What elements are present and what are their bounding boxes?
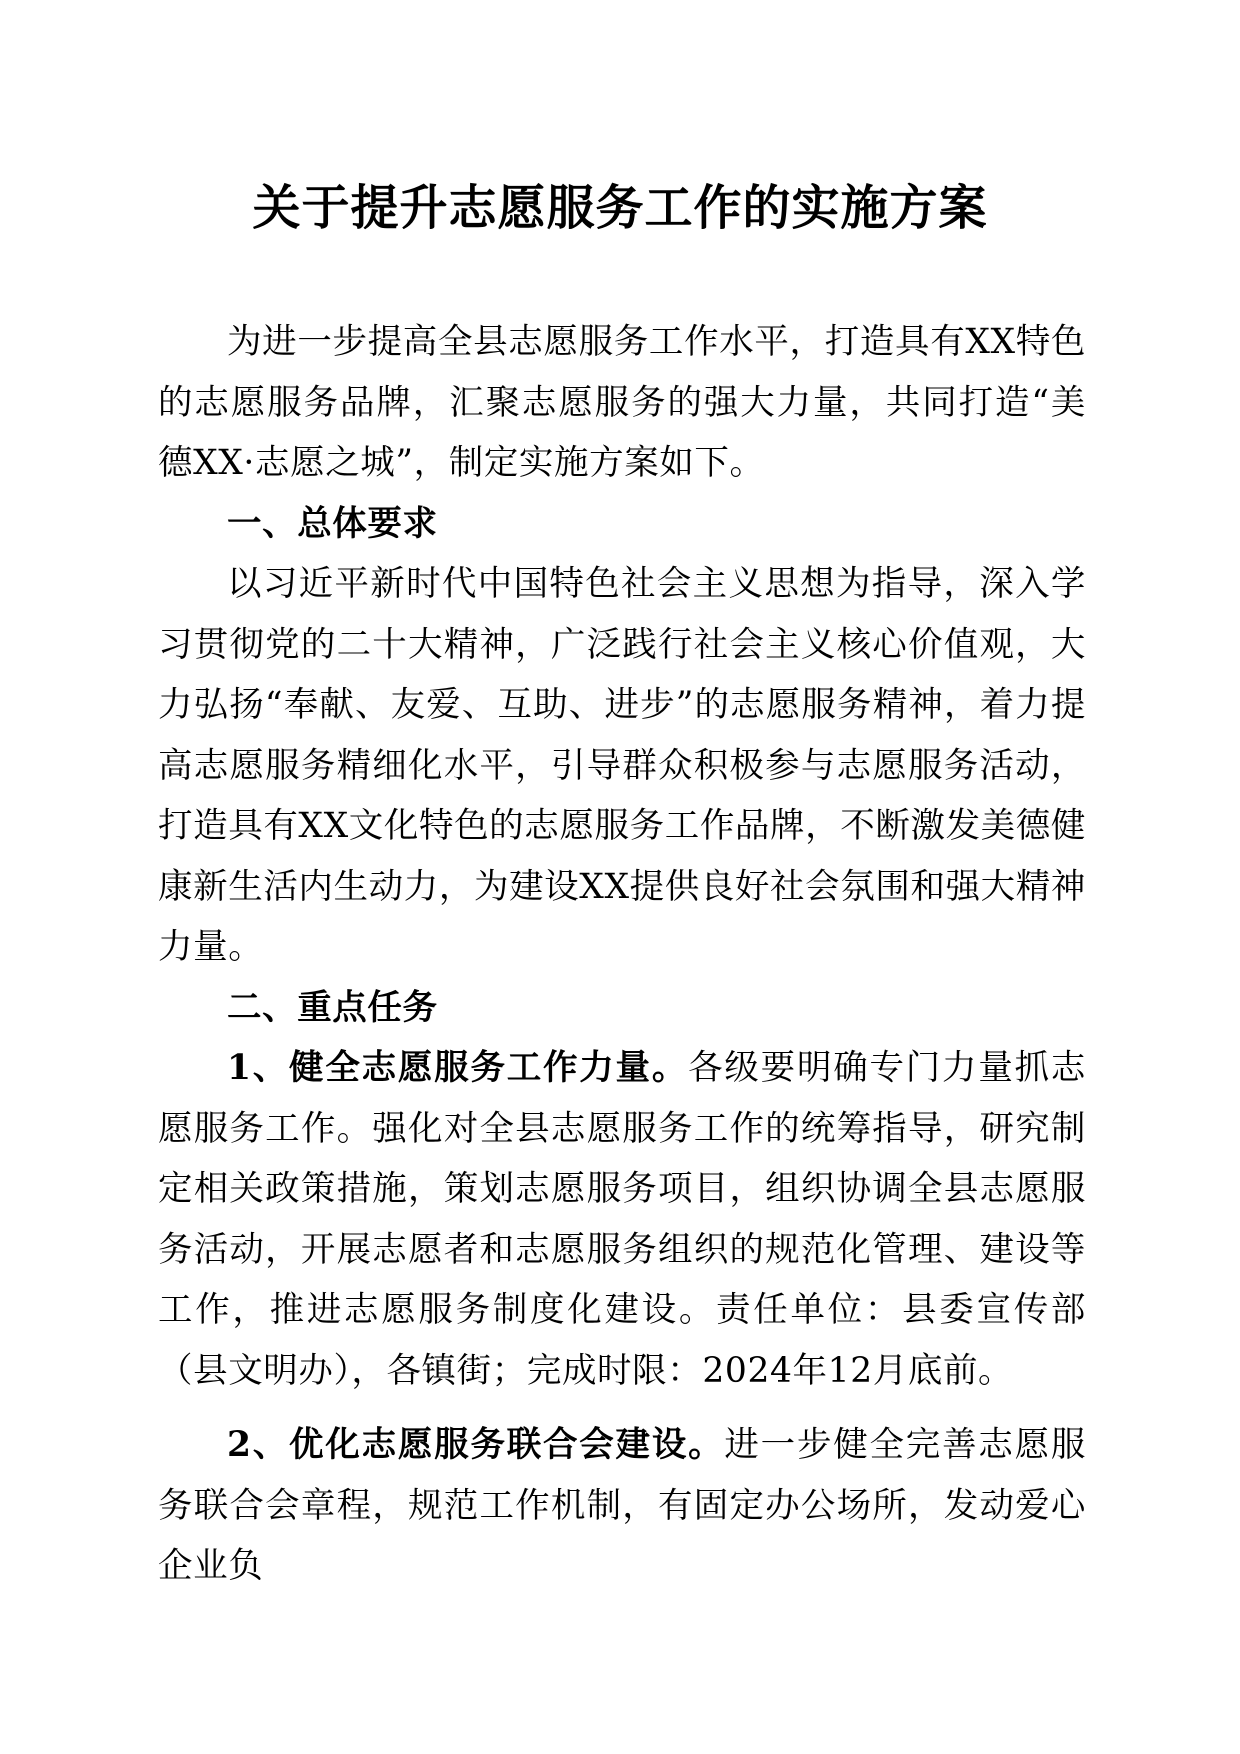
task-item-1-text: 各级要明确专门力量抓志愿服务工作。强化对全县志愿服务工作的统筹指导，研究制定相关政策措施，策划志愿服务项目，组织协调全县志愿服务活动，开展志愿者和志愿服务组织的规范化管理、建设等工作，推进志愿服务制度化建设。责任单位：县委宣传部（县文明办），各镇街；完成时限：2024年12月底前。	[158, 1048, 1086, 1391]
document-title: 关于提升志愿服务工作的实施方案	[252, 180, 988, 236]
section-heading-general-requirements: 一、总体要求	[227, 503, 438, 544]
task-item-1	[158, 1038, 1086, 1401]
section-heading-key-tasks: 二、重点任务	[227, 987, 438, 1028]
document-body	[158, 312, 1086, 1597]
paragraph-spacer	[158, 1401, 1086, 1415]
general-requirements-paragraph: 以习近平新时代中国特色社会主义思想为指导，深入学习贯彻党的二十大精神，广泛践行社会主义核心价值观，大力弘扬“奉献、友爱、互助、进步”的志愿服务精神，着力提高志愿服务精细化水平，引导群众积极参与志愿服务活动，打造具有XX文化特色的志愿服务工作品牌，不断激发美德健康新生活内生动力，为建设XX提供良好社会氛围和强大精神力量。	[158, 564, 1086, 967]
intro-paragraph: 为进一步提高全县志愿服务工作水平，打造具有XX特色的志愿服务品牌，汇聚志愿服务的强大力量，共同打造“美德XX·志愿之城”，制定实施方案如下。	[158, 322, 1086, 483]
task-item-1-lead: 1、健全志愿服务工作力量。	[227, 1048, 689, 1088]
task-item-2	[158, 1415, 1086, 1597]
task-item-2-text: 进一步健全完善志愿服务联合会章程，规范工作机制，有固定办公场所，发动爱心企业负	[158, 1425, 1087, 1586]
task-item-2-lead: 2、优化志愿服务联合会建设。	[227, 1425, 725, 1465]
